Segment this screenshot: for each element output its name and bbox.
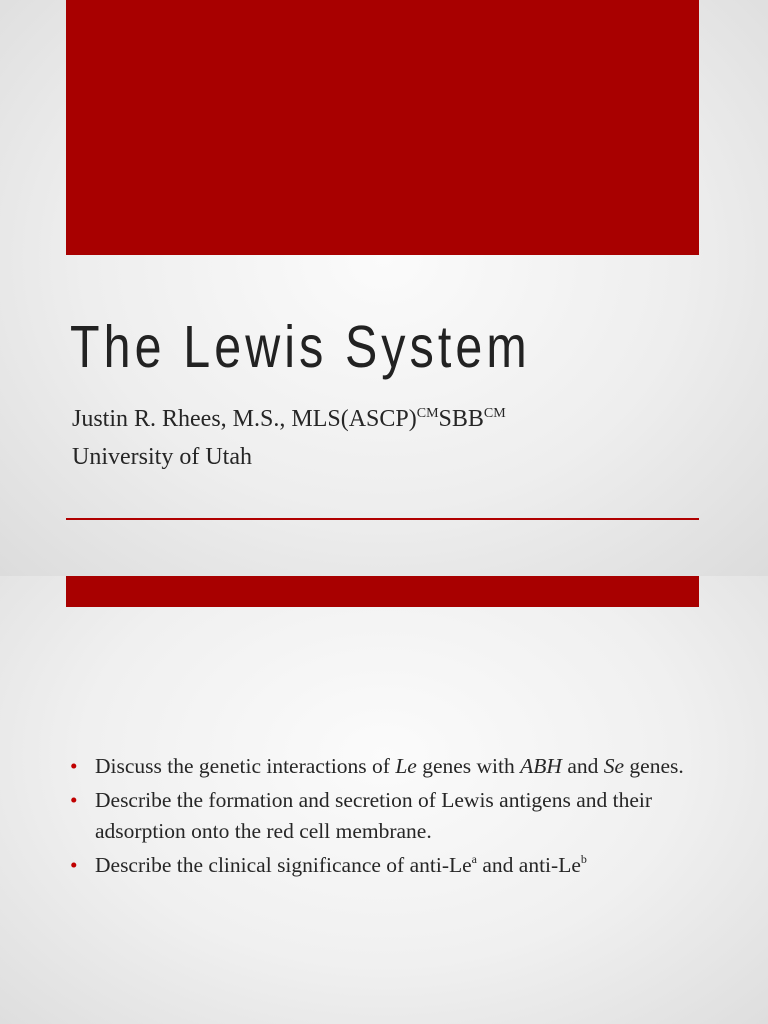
- list-item: [70, 850, 720, 881]
- bullet-text-italic: ABH: [520, 754, 562, 778]
- objectives-red-block: [66, 576, 699, 607]
- author-cert-superscript: CM: [416, 406, 439, 421]
- bullet-text: and: [561, 754, 604, 778]
- bullet-text: and anti-Le: [477, 853, 581, 877]
- bullet-text: Describe the clinical significance of anti-Le: [95, 853, 472, 877]
- bullet-text: genes with: [416, 754, 521, 778]
- bullet-marker: •: [70, 853, 78, 877]
- author-cert: SBB: [438, 406, 484, 432]
- objectives-list: [70, 751, 720, 884]
- institution-line: University of Utah: [72, 444, 252, 470]
- list-item: [70, 785, 720, 847]
- bullet-marker: •: [70, 788, 78, 812]
- bullet-text-italic: Le: [395, 754, 417, 778]
- bullet-marker: •: [70, 754, 78, 778]
- subtitle: [72, 400, 506, 476]
- author-name: Justin R. Rhees, M.S., MLS(ASCP): [72, 406, 417, 432]
- bullet-superscript: a: [471, 852, 477, 866]
- bullet-text: Describe the formation and secretion of Lewis antigens and their adsorption onto the red cell membrane.: [95, 788, 653, 843]
- bullet-text: genes.: [624, 754, 684, 778]
- title-red-block: [66, 0, 699, 255]
- author-line: [72, 400, 506, 438]
- bullet-text-italic: Se: [603, 754, 625, 778]
- objectives-slide: [0, 576, 768, 1024]
- slide-title: The Lewis System: [70, 314, 531, 380]
- list-item: [70, 751, 720, 782]
- author-cert-superscript: CM: [483, 406, 506, 421]
- bullet-text: Discuss the genetic interactions of: [95, 754, 396, 778]
- title-divider: [66, 518, 699, 520]
- bullet-superscript: b: [580, 852, 587, 866]
